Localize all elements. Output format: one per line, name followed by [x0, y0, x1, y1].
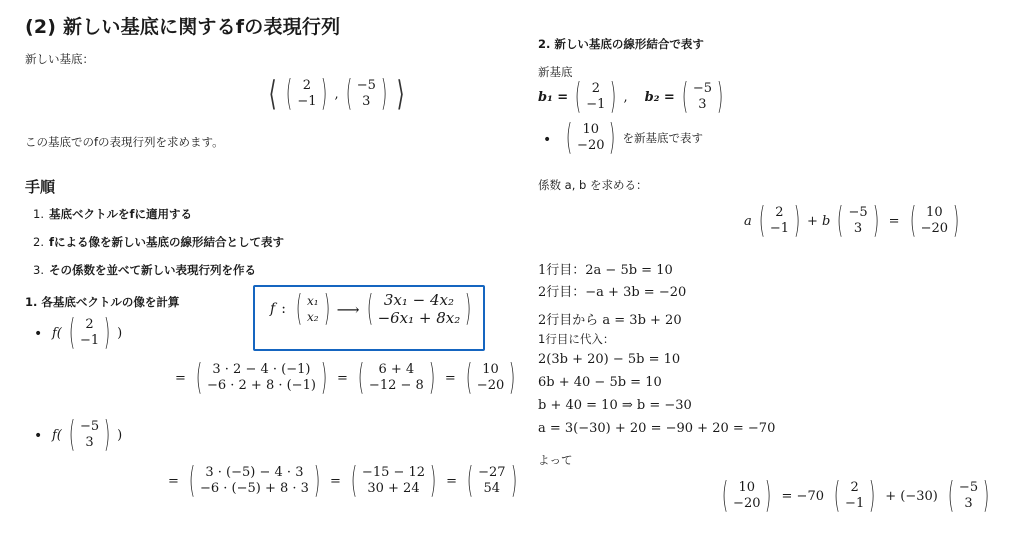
- calc2-label: f( ( −5 3 ) ): [52, 414, 123, 455]
- new-basis-vectors: b₁ = ( 2 −1 ) , b₂ = ( −5 3 ): [538, 76, 724, 117]
- solve-line-5: b + 40 = 10 ⇒ b = −30: [538, 398, 692, 413]
- intro-text: この基底でのfの表現行列を求めます。: [25, 135, 224, 149]
- page-title: (2) 新しい基底に関するfの表現行列: [25, 16, 341, 38]
- bullet-icon: •: [34, 428, 43, 444]
- calc1-derivation: = ( 3 · 2 − 4 · (−1) −6 · 2 + 8 · (−1) ) = ( 6 + 4 −12 − 8 ) = ( 10 −20 ): [175, 357, 516, 398]
- coef-text: 係数 a, b を求める：: [538, 178, 648, 192]
- row-equation-2: 2行目：−a + 3b = −20: [538, 285, 687, 300]
- solve-line-6: a = 3(−30) + 20 = −90 + 20 = −70: [538, 421, 776, 436]
- basis-vector-1: ( 2 −1 ): [286, 73, 328, 114]
- solve-line-2: 1行目に代入：: [538, 332, 615, 346]
- step-2: 2. fによる像を新しい基底の線形結合として表す: [33, 235, 285, 249]
- row-equation-1: 1行目：2a − 5b = 10: [538, 263, 673, 278]
- new-basis-label: 新しい基底：: [25, 52, 94, 66]
- linear-combination-equation: a ( 2 −1 ) + b ( −5 3 ) = ( 10 −20 ): [744, 200, 960, 241]
- therefore-text: よって: [538, 453, 573, 467]
- final-result: ( 10 −20 ) = −70 ( 2 −1 ) + (−30) ( −5 3 ): [721, 475, 990, 516]
- procedure-heading: 手順: [25, 178, 56, 196]
- bullet-icon: •: [543, 132, 552, 148]
- solve-line-3: 2(3b + 20) − 5b = 10: [538, 352, 681, 367]
- step-1: 1. 基底ベクトルをfに適用する: [33, 207, 193, 221]
- target-vector-line: ( 10 −20 ) を新基底で表す: [565, 117, 704, 158]
- bullet-icon: •: [34, 326, 43, 342]
- calc2-derivation: = ( 3 · (−5) − 4 · 3 −6 · (−5) + 8 · 3 ) = ( −15 − 12 30 + 24 ) = ( −27 54 ): [168, 460, 517, 501]
- maps-to-arrow-icon: ⟶: [336, 299, 360, 319]
- section-1-heading: 1. 各基底ベクトルの像を計算: [25, 295, 180, 309]
- calc1-label: f( ( 2 −1 ) ): [52, 312, 123, 353]
- step-3: 3. その係数を並べて新しい表現行列を作る: [33, 263, 256, 277]
- function-definition: f : ( x₁ x₂ ) ⟶ ( 3x₁ − 4x₂ −6x₁ + 8x₂ ): [270, 288, 472, 329]
- section-2-heading: 2. 新しい基底の線形結合で表す: [538, 37, 704, 51]
- basis-display: ⟨ ( 2 −1 ) , ( −5 3 ) ⟩: [268, 73, 405, 114]
- solve-line-1: 2行目から a = 3b + 20: [538, 313, 682, 328]
- basis-vector-2: ( −5 3 ): [345, 73, 388, 114]
- solve-line-4: 6b + 40 − 5b = 10: [538, 375, 662, 390]
- new-basis-short: 新基底: [538, 65, 573, 79]
